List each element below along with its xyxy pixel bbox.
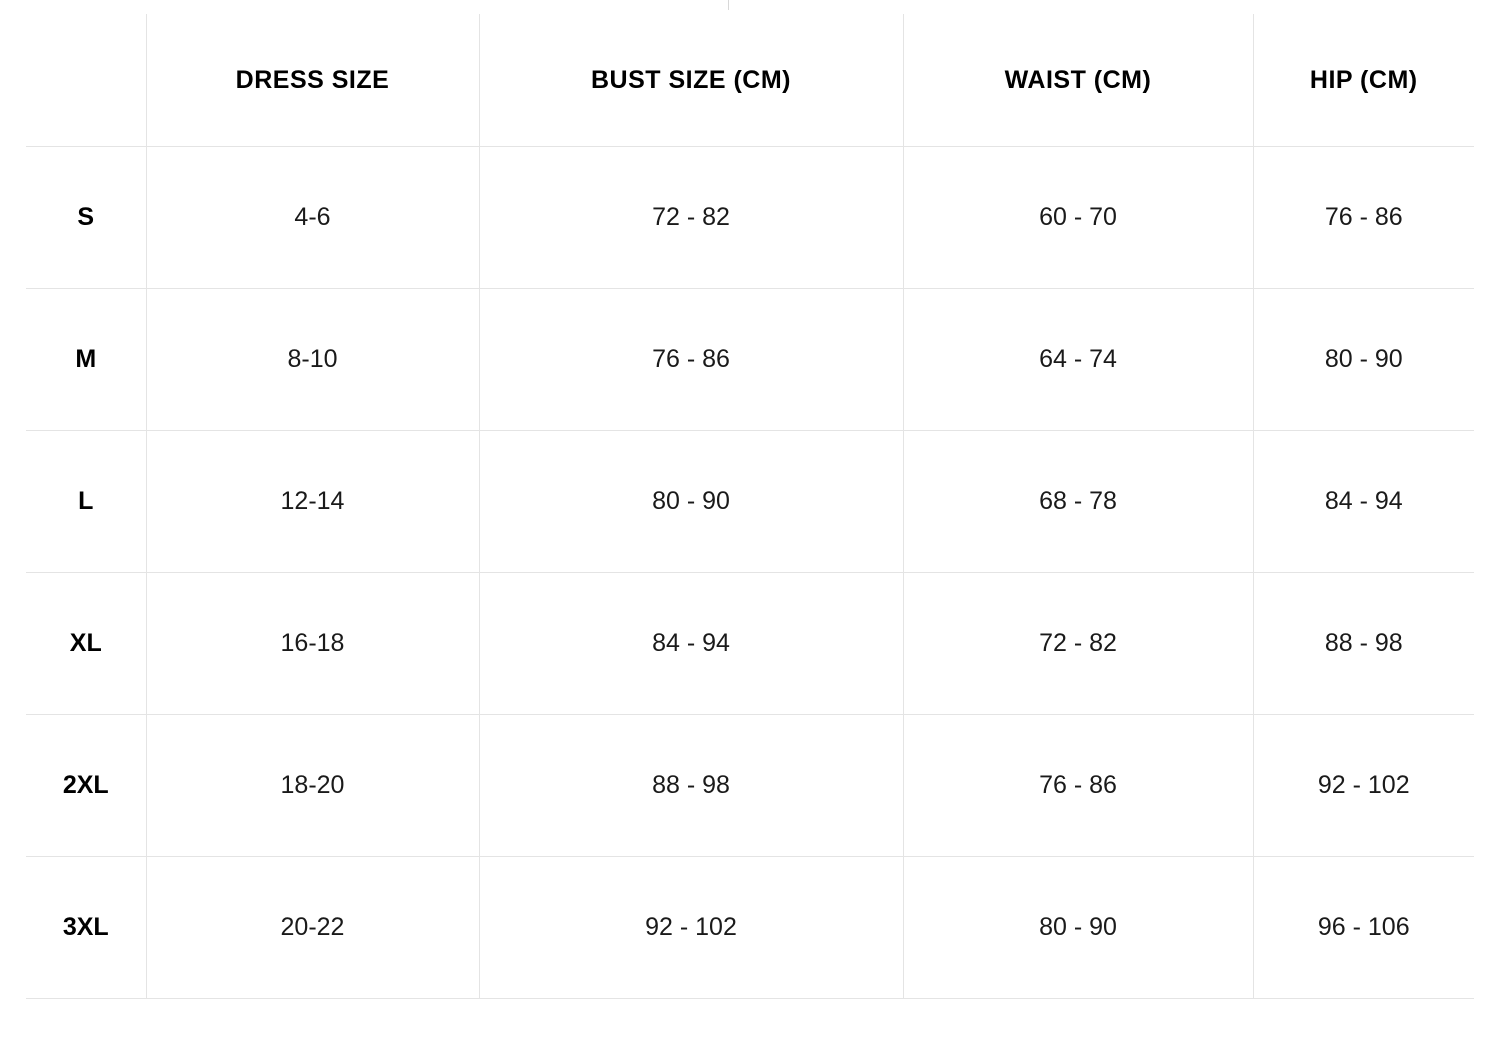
cell-dress-size: 18-20 (146, 715, 479, 857)
cell-size: L (26, 431, 146, 573)
cell-hip: 76 - 86 (1253, 147, 1474, 289)
cell-waist: 60 - 70 (903, 147, 1253, 289)
cell-waist: 80 - 90 (903, 857, 1253, 999)
cell-dress-size: 12-14 (146, 431, 479, 573)
cell-dress-size: 20-22 (146, 857, 479, 999)
cell-size: S (26, 147, 146, 289)
column-header-waist: WAIST (CM) (903, 14, 1253, 147)
column-header-hip: HIP (CM) (1253, 14, 1474, 147)
cell-hip: 84 - 94 (1253, 431, 1474, 573)
cell-bust-size: 92 - 102 (479, 857, 903, 999)
cell-bust-size: 88 - 98 (479, 715, 903, 857)
column-header-dress-size: DRESS SIZE (146, 14, 479, 147)
cell-waist: 76 - 86 (903, 715, 1253, 857)
cell-bust-size: 80 - 90 (479, 431, 903, 573)
cell-dress-size: 16-18 (146, 573, 479, 715)
table-row (26, 431, 1474, 573)
cell-waist: 72 - 82 (903, 573, 1253, 715)
table-body (26, 147, 1474, 999)
table-header-row (26, 14, 1474, 147)
cell-hip: 88 - 98 (1253, 573, 1474, 715)
cell-dress-size: 4-6 (146, 147, 479, 289)
cell-hip: 92 - 102 (1253, 715, 1474, 857)
table-row (26, 715, 1474, 857)
size-chart-table (26, 14, 1474, 999)
cell-waist: 68 - 78 (903, 431, 1253, 573)
table-row (26, 289, 1474, 431)
cell-bust-size: 84 - 94 (479, 573, 903, 715)
cell-waist: 64 - 74 (903, 289, 1253, 431)
table-row (26, 857, 1474, 999)
table-header (26, 14, 1474, 147)
cell-size: M (26, 289, 146, 431)
column-header-bust-size: BUST SIZE (CM) (479, 14, 903, 147)
table-row (26, 147, 1474, 289)
cell-size: 3XL (26, 857, 146, 999)
cell-size: XL (26, 573, 146, 715)
cell-dress-size: 8-10 (146, 289, 479, 431)
cell-bust-size: 72 - 82 (479, 147, 903, 289)
table-row (26, 573, 1474, 715)
cell-hip: 96 - 106 (1253, 857, 1474, 999)
cell-size: 2XL (26, 715, 146, 857)
cell-bust-size: 76 - 86 (479, 289, 903, 431)
cell-hip: 80 - 90 (1253, 289, 1474, 431)
column-header-size (26, 14, 146, 147)
top-tick-mark (728, 0, 729, 10)
